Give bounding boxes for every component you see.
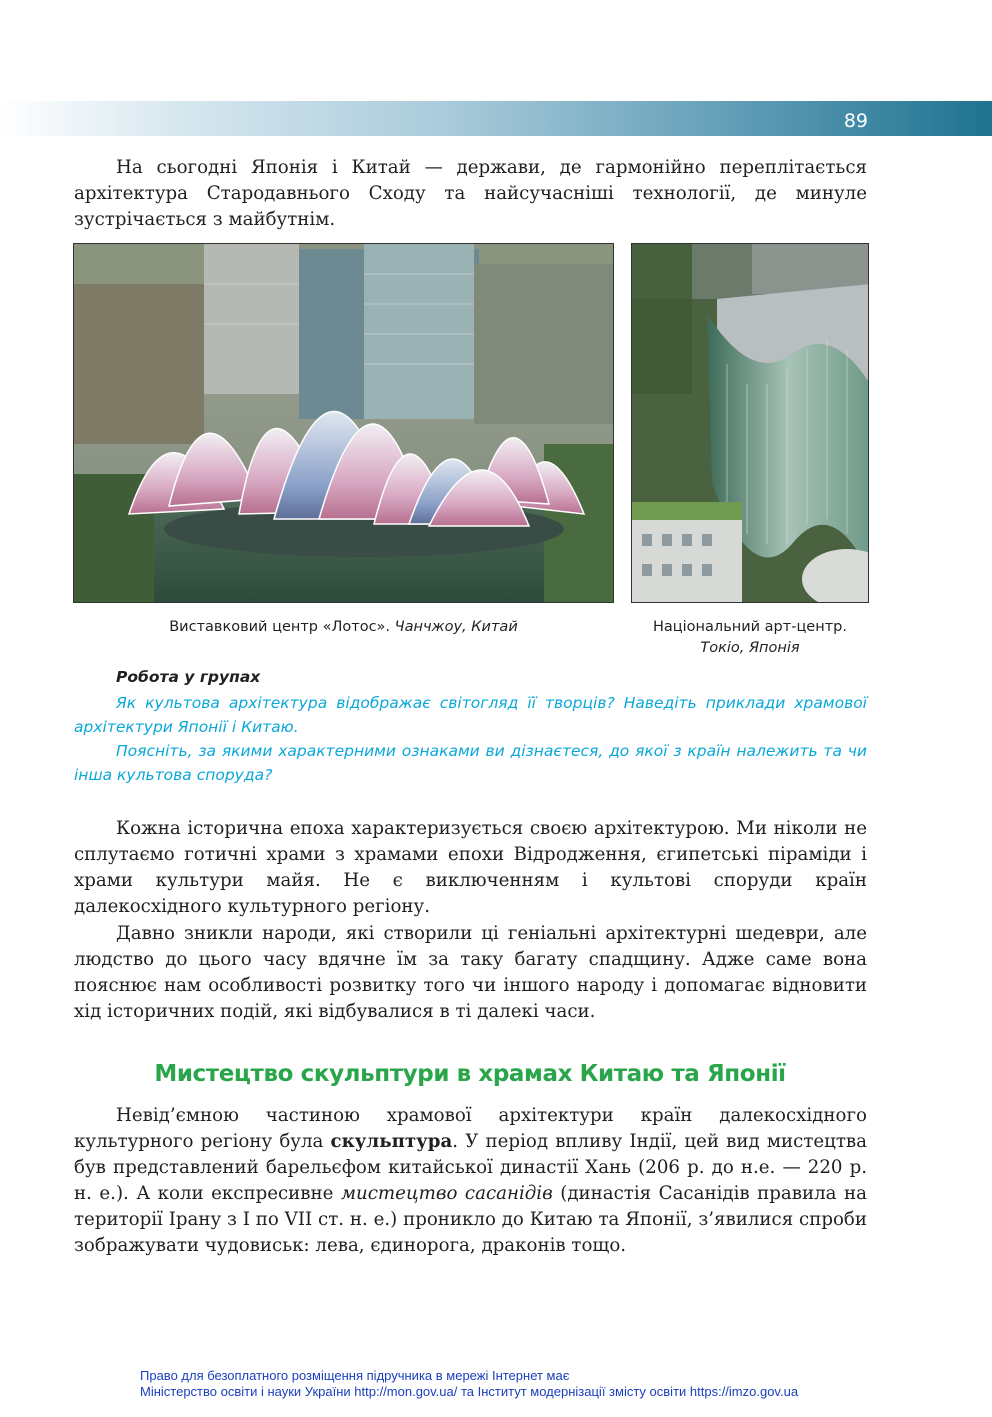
section-term-sassanid-art: мистецтво сасанідів [340, 1183, 553, 1204]
footer-line-1: Право для безоплатного розміщення підручника в мережі Інтернет має [140, 1368, 570, 1383]
section-text-end: (династія Сасанідів правила на території Ірану з I по VII ст. н. е.) проникло до Китаю та Японії, з’явилися спроби зображувати чудовиськ: лева, єдинорога, драконів тощо. [74, 1183, 868, 1256]
art-center-caption-location: Токіо, Японія [700, 640, 800, 656]
body-paragraph-2: Давно зникли народи, які створили ці геніальні архітектурні шедеври, але людство до цього часу вдячне їм за таку багату спадщину. Адже саме вона пояснює нам особливості розвитку того чи іншого народу і допомагає відновити хід історичних подій, які відбувалися в ті далекі часи. [74, 923, 867, 1022]
footer-notice [140, 1368, 798, 1400]
lotus-center-photo [73, 243, 614, 603]
section-title: Мистецтво скульптури в храмах Китаю та Японії [154, 1061, 786, 1087]
group-work-question-1: Як культова архітектура відображає світогляд її творців? Наведіть приклади храмової архітектури Японії і Китаю. [74, 694, 867, 736]
section-paragraph [74, 1103, 867, 1259]
page-number: 89 [843, 110, 868, 132]
lotus-caption-main: Виставковий центр «Лотос». [169, 619, 395, 635]
section-term-sculpture: скульптура [330, 1131, 453, 1152]
section-text-start: Невід’ємною частиною храмової архітектури країн далекосхідного культурного регіону була [74, 1105, 867, 1152]
group-work-question-2: Поясніть, за якими характерними ознаками ви дізнаєтеся, до якої з країн належить та чи інша культова споруда? [74, 742, 867, 784]
intro-paragraph: На сьогодні Японія і Китай — держави, де гармонійно переплітається архітектура Стародавнього Сходу та найсучасніші технології, де минуле зустрічається з майбутнім. [74, 157, 867, 230]
art-center-caption [631, 617, 869, 659]
art-center-caption-main: Національний арт-центр. [653, 619, 847, 635]
group-work-title: Робота у групах [116, 668, 261, 686]
art-center-photo [631, 243, 869, 603]
lotus-caption [73, 617, 614, 638]
body-paragraph-1: Кожна історична епоха характеризується своєю архітектурою. Ми ніколи не сплутаємо готичні храми з храмами епохи Відродження, єгипетські піраміди і храми культури майя. Не є виключенням і культові споруди країн далекосхідного культурного регіону. [74, 818, 867, 917]
footer-line-2: Міністерство освіти і науки України http://mon.gov.ua/ та Інститут модернізації змісту освіти https://imzo.gov.ua [140, 1384, 799, 1399]
lotus-caption-location: Чанчжоу, Китай [394, 619, 518, 635]
section-text-middle: . У період впливу Індії, цей вид мистецтва був представлений барельєфом китайської династії Хань (206 р. до н.е. — 220 р. н. е.). А коли експресивне [74, 1131, 867, 1204]
